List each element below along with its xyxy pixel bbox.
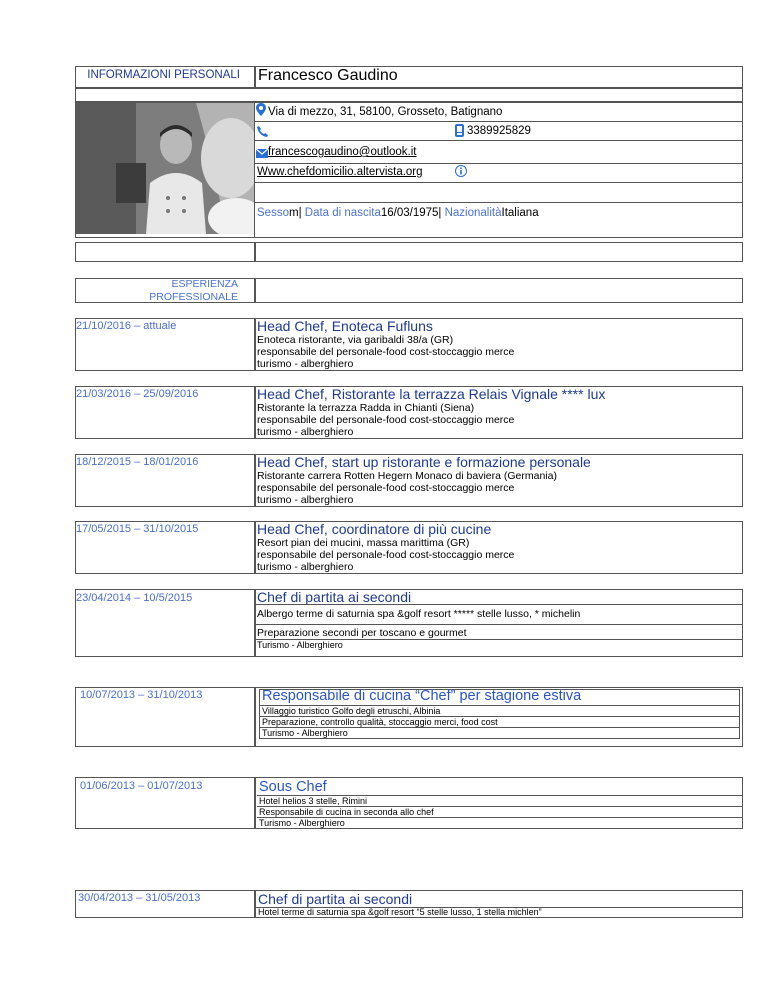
job-employer: Enoteca ristorante, via garibaldi 38/a (GR)	[257, 334, 454, 346]
nationality-label: Nazionalità	[444, 207, 502, 219]
website-link[interactable]: Www.chefdomicilio.altervista.org	[257, 166, 423, 178]
info-icon	[455, 164, 467, 182]
job-employer: Ristorante carrera Rotten Hegern Monaco di baviera (Germania)	[257, 470, 557, 482]
job-date: 17/05/2015 – 31/10/2015	[76, 523, 199, 535]
job-title: Head Chef, coordinatore di più cucine	[257, 521, 492, 537]
address-text: Via di mezzo, 31, 58100, Grosseto, Batignano	[268, 106, 503, 118]
personal-details-line	[257, 207, 539, 219]
contact-right-border	[742, 102, 743, 238]
job-employer: Ristorante la terrazza Radda in Chianti (Siena)	[257, 402, 475, 414]
job-sector: Turismo - Alberghiero	[259, 818, 345, 828]
job-employer: Albergo terme di saturnia spa &golf resort ***** stelle lusso, * michelin	[257, 608, 581, 620]
location-icon	[256, 103, 266, 121]
job-duties: responsabile del personale-food cost-stoccaggio merce	[257, 482, 515, 494]
job-sector: turismo - alberghiero	[257, 561, 354, 573]
job-title: Head Chef, Ristorante la terrazza Relais Vignale **** lux	[257, 386, 606, 402]
job-employer: Villaggio turistico Golfo degli etruschi, Albinia	[262, 706, 441, 716]
job-title: Chef di partita ai secondi	[258, 891, 413, 907]
job-date: 01/06/2013 – 01/07/2013	[80, 780, 203, 792]
job-sector: turismo - alberghiero	[257, 426, 354, 438]
job-employer: Resort pian dei mucini, massa marittima (GR)	[257, 537, 470, 549]
candidate-name: Francesco Gaudino	[258, 67, 398, 84]
mobile-number: 3389925829	[467, 125, 531, 137]
job-title: Sous Chef	[259, 779, 327, 795]
job-duties: Responsabile di cucina in seconda allo chef	[259, 807, 434, 817]
empty-row-left	[75, 242, 255, 262]
job-sector: turismo - alberghiero	[257, 358, 354, 370]
job-sector: Turismo - Alberghiero	[262, 728, 348, 738]
email-link[interactable]: francescogaudino@outlook.it	[268, 146, 417, 158]
section-label-experience: ESPERIENZA PROFESSIONALE	[149, 278, 238, 303]
job-title: Chef di partita ai secondi	[257, 589, 412, 605]
job-duties: responsabile del personale-food cost-stoccaggio merce	[257, 549, 515, 561]
job-duties: Preparazione secondi per toscano e gourmet	[257, 627, 467, 639]
email-icon	[256, 145, 268, 163]
birth-label: Data di nascita	[304, 207, 381, 219]
job-title: Responsabile di cucina “Chef” per stagione estiva	[262, 688, 582, 704]
job-date: 10/07/2013 – 31/10/2013	[80, 689, 203, 701]
job-employer: Hotel helios 3 stelle, Rimini	[259, 796, 368, 806]
job-sector: turismo - alberghiero	[257, 494, 354, 506]
job-date: 30/04/2013 – 31/05/2013	[78, 892, 201, 904]
job-duties: Preparazione, controllo qualità, stoccaggio merci, food cost	[262, 717, 498, 727]
job-date: 23/04/2014 – 10/5/2015	[76, 592, 193, 604]
profile-photo	[76, 103, 254, 234]
sex-value: m	[288, 207, 299, 219]
experience-header-right	[255, 278, 743, 303]
job-duties: responsabile del personale-food cost-stoccaggio merce	[257, 346, 515, 358]
job-duties: responsabile del personale-food cost-stoccaggio merce	[257, 414, 515, 426]
separator: |	[438, 207, 442, 219]
spacer-row	[75, 88, 743, 102]
job-date: 21/03/2016 – 25/09/2016	[76, 388, 199, 400]
birth-value: 16/03/1975	[380, 207, 439, 219]
job-sector: Turismo - Alberghiero	[257, 640, 343, 650]
job-title: Head Chef, Enoteca Fufluns	[257, 318, 433, 334]
section-label-personal-info: INFORMAZIONI PERSONALI	[87, 69, 240, 81]
job-employer: Hotel terme di saturnia spa &golf resort “5 stelle lusso, 1 stella michlen”	[258, 907, 542, 917]
sex-label: Sesso	[257, 207, 289, 219]
job-date: 18/12/2015 – 18/01/2016	[76, 456, 199, 468]
separator: |	[298, 207, 302, 219]
empty-row-right	[255, 242, 743, 262]
job-date: 21/10/2016 – attuale	[76, 320, 177, 332]
job-title: Head Chef, start up ristorante e formazione personale	[257, 454, 591, 470]
nationality-value: Italiana	[501, 207, 539, 219]
